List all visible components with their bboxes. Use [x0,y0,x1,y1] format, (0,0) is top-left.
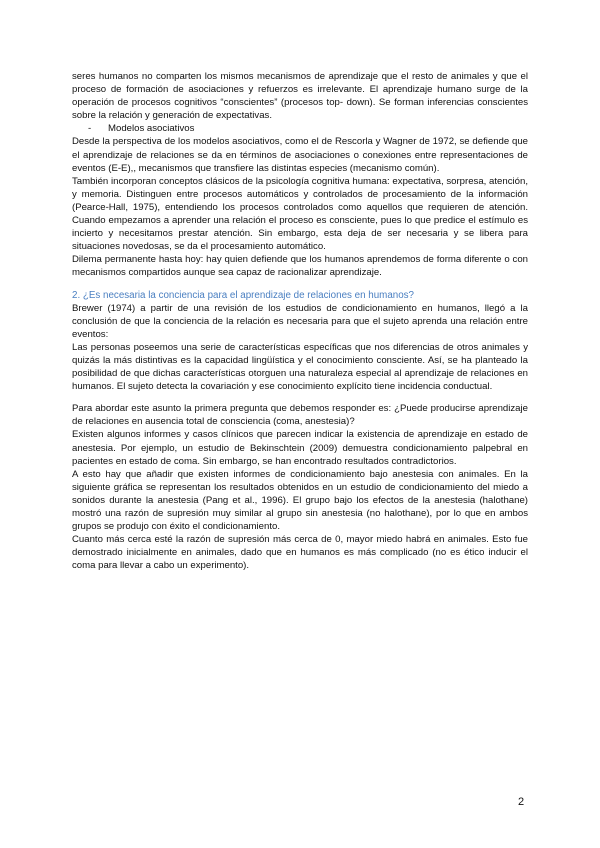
paragraph: A esto hay que añadir que existen informes de condicionamiento bajo anestesia con animales. En la siguiente gráfica se representan los resultados obtenidos en un estudio de condicionamiento del miedo a sonidos durante la anestesia (Pang et al., 1996). El grupo bajo los efectos de la anestesia (halothane) mostró una razón de supresión muy similar al grupo sin anestesia (no halothane), por lo que en ambos grupos se produjo con éxito el condicionamiento. [72,468,528,533]
paragraph: seres humanos no comparten los mismos mecanismos de aprendizaje que el resto de animales y que el proceso de formación de asociaciones y refuerzos es irrelevante. El aprendizaje humano surge de la operación de procesos cognitivos “conscientes” (procesos top- down). Se forman inferencias conscientes sobre la relación y generación de expectativas. [72,71,528,122]
spacer [72,393,528,402]
paragraph: Dilema permanente hasta hoy: hay quien defiende que los humanos aprendemos de forma diferente o con mecanismos compartidos aunque sea capaz de racionalizar aprendizaje. [72,254,528,279]
section-heading: 2. ¿Es necesaria la conciencia para el aprendizaje de relaciones en humanos? [72,289,415,301]
paragraph: Brewer (1974) a partir de una revisión de los estudios de condicionamiento en humanos, llegó a la conclusión de que la conciencia de la relación es necesaria para que el sujeto aprenda una relación entre eventos: [72,302,528,340]
bullet-marker: - [88,123,92,135]
paragraph: Cuanto más cerca esté la razón de supresión más cerca de 0, mayor miedo habrá en animales. Esto fue demostrado inicialmente en animales, dado que en humanos es más complicado (no es ético inducir el coma para llevar a cabo un experimento). [72,534,528,572]
paragraph: Desde la perspectiva de los modelos asociativos, como el de Rescorla y Wagner de 1972, se defiende que el aprendizaje de relaciones se da en términos de asociaciones o conexiones entre representaciones de eventos (E-E),, mecanismos que transfiere las distintas especies (mecanismo común). [72,136,528,174]
page-number: 2 [518,796,525,808]
paragraph: Las personas poseemos una serie de características específicas que nos diferencias de otros animales y quizás la más distintivas es la capacidad lingüística y el conocimiento consciente. Así, se ha planteado la posibilidad de que dichas características otorguen una naturaleza especial al aprendizaje de relaciones en humanos. El sujeto detecta la covariación y ese conocimiento explícito tiene incidencia conductual. [72,341,528,393]
paragraph: Existen algunos informes y casos clínicos que parecen indicar la existencia de aprendizaje en estado de anestesia. Por ejemplo, un estudio de Bekinschtein (2009) demuestra condicionamiento palpebral en pacientes en estado de coma. Sin embargo, se han encontrado resultados contradictorios. [72,429,528,467]
bullet-text: Modelos asociativos [108,123,195,135]
paragraph: También incorporan conceptos clásicos de la psicología cognitiva humana: expectativa, sorpresa, atención, y memoria. Distinguen entre procesos automáticos y controlados de procesamiento de la información (Pearce-Hall, 1975), entendiendo los procesos controlados como aquellos que requieren de atención. Cuando empezamos a aprender una relación el proceso es consciente, pues lo que predice el estímulo es incierto y necesitamos prestar atención. Sin embargo, esta deja de ser necesaria y se libera para situaciones novedosas, se da el procesamiento automático. [72,175,528,253]
paragraph: Para abordar este asunto la primera pregunta que debemos responder es: ¿Puede producirse aprendizaje de relaciones en ausencia total de consciencia (coma, anestesia)? [72,403,528,428]
document-page [72,70,528,572]
bullet-item [72,122,528,135]
